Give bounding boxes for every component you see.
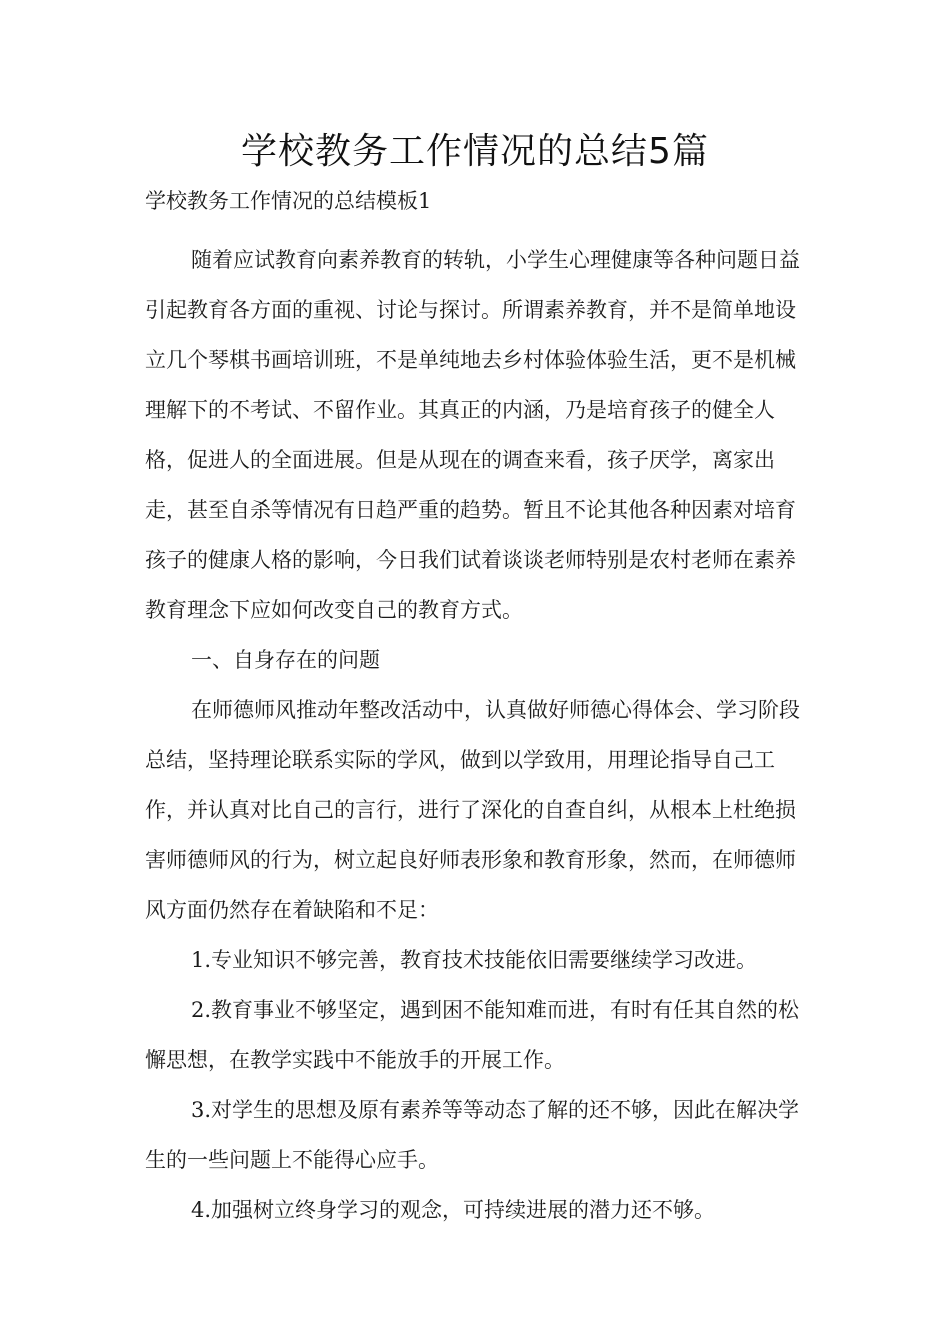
document-body	[145, 235, 810, 1235]
list-item-4: 4.加强树立终身学习的观念，可持续进展的潜力还不够。	[191, 1198, 716, 1222]
document-subtitle: 学校教务工作情况的总结模板1	[145, 189, 432, 213]
list-item-3: 3.对学生的思想及原有素养等等动态了解的还不够，因此在解决学生的一些问题上不能得心应手。	[145, 1098, 800, 1172]
list-item-1: 1.专业知识不够完善，教育技术技能依旧需要继续学习改进。	[191, 948, 758, 972]
paragraph-intro: 随着应试教育向素养教育的转轨，小学生心理健康等各种问题日益引起教育各方面的重视、讨论与探讨。所谓素养教育，并不是简单地设立几个琴棋书画培训班，不是单纯地去乡村体验体验生活，更不是机械理解下的不考试、不留作业。其真正的内涵，乃是培育孩子的健全人格，促进人的全面进展。但是从现在的调查来看，孩子厌学，离家出走，甚至自杀等情况有日趋严重的趋势。暂且不论其他各种因素对培育孩子的健康人格的影响，今日我们试着谈谈老师特别是农村老师在素养教育理念下应如何改变自己的教育方式。	[145, 248, 800, 622]
section-heading: 一、自身存在的问题	[191, 648, 380, 672]
list-item-2: 2.教育事业不够坚定，遇到困不能知难而进，有时有任其自然的松懈思想，在教学实践中不能放手的开展工作。	[145, 998, 800, 1072]
document-title: 学校教务工作情况的总结5篇	[241, 131, 709, 172]
paragraph-self-review: 在师德师风推动年整改活动中，认真做好师德心得体会、学习阶段总结，坚持理论联系实际的学风，做到以学致用，用理论指导自己工作，并认真对比自己的言行，进行了深化的自查自纠，从根本上杜绝损害师德师风的行为，树立起良好师表形象和教育形象，然而，在师德师风方面仍然存在着缺陷和不足：	[145, 698, 800, 922]
